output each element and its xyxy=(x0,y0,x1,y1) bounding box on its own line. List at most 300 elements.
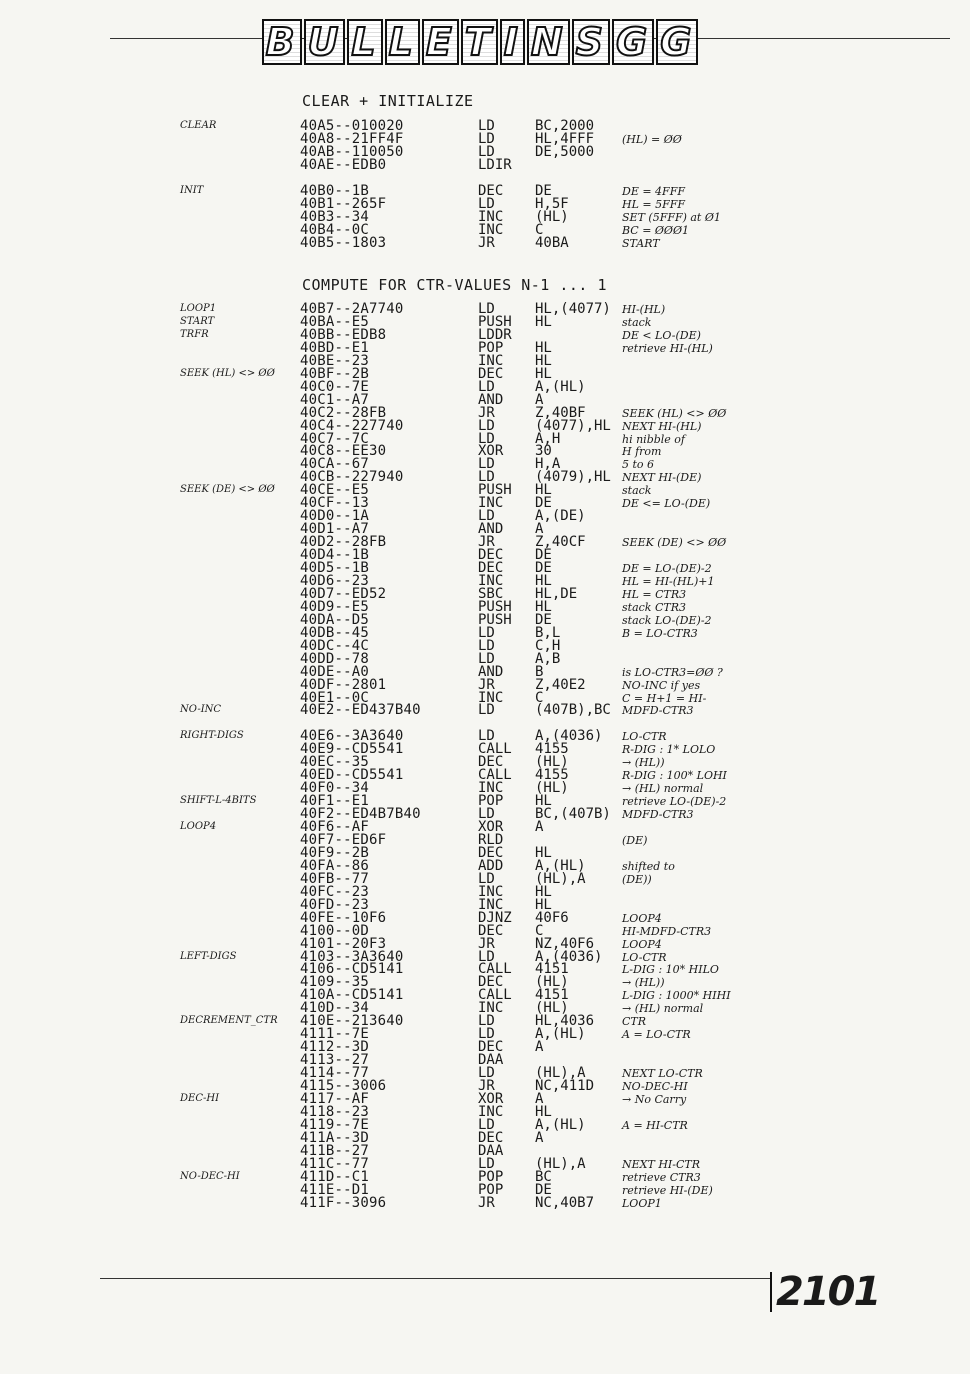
line-label: SHIFT-L-4BITS xyxy=(180,795,257,807)
line-mnemonic: LDDR xyxy=(478,326,512,343)
line-code: 40B4--0C xyxy=(300,221,370,238)
line-operand: Z,40E2 xyxy=(535,676,586,693)
line-operand: B xyxy=(535,663,544,680)
line-code: 410A--CD5141 xyxy=(300,987,404,1004)
line-mnemonic: XOR xyxy=(478,443,504,460)
listing-line xyxy=(0,704,970,717)
line-comment: LOOP4 xyxy=(622,937,662,951)
line-operand: HL,(4077) xyxy=(535,301,611,317)
line-mnemonic: DEC xyxy=(478,974,504,991)
line-comment: DE < LO-(DE) xyxy=(622,328,701,342)
line-comment: HI-(HL) xyxy=(622,303,666,316)
line-code: 40DE--A0 xyxy=(300,663,370,680)
line-code: 40B3--34 xyxy=(300,208,370,225)
line-code: 40FC--23 xyxy=(300,883,370,900)
line-mnemonic: DJNZ xyxy=(478,909,512,926)
line-code: 40C8--EE30 xyxy=(300,443,387,460)
line-comment: H from xyxy=(622,445,662,459)
line-mnemonic: LD xyxy=(478,806,495,823)
line-mnemonic: INC xyxy=(478,883,504,900)
line-mnemonic: INC xyxy=(478,352,504,369)
line-operand: DE xyxy=(535,1181,552,1198)
line-operand: A xyxy=(535,1129,544,1146)
line-mnemonic: POP xyxy=(478,1181,504,1198)
line-comment: stack xyxy=(622,315,652,329)
line-operand: HL xyxy=(535,572,552,589)
line-mnemonic: INC xyxy=(478,221,504,238)
line-code: 40FE--10F6 xyxy=(300,909,387,926)
line-mnemonic: LD xyxy=(478,1065,495,1082)
line-operand: (HL) xyxy=(535,754,569,771)
line-mnemonic: JR xyxy=(478,676,495,693)
line-operand: (4077),HL xyxy=(535,417,611,434)
line-comment: START xyxy=(622,236,660,250)
line-code: 40FB--77 xyxy=(300,870,370,887)
line-code: 40BA--E5 xyxy=(300,313,370,330)
line-mnemonic: DEC xyxy=(478,922,504,939)
line-mnemonic: CALL xyxy=(478,961,512,978)
line-operand: (HL),A xyxy=(535,1155,586,1172)
line-code: 40FD--23 xyxy=(300,896,370,913)
line-code: 40D9--E5 xyxy=(300,598,370,615)
line-mnemonic: PUSH xyxy=(478,313,512,330)
line-operand: B,L xyxy=(535,624,561,641)
line-comment: SEEK (HL) <> ØØ xyxy=(622,406,727,420)
line-code: 411D--C1 xyxy=(300,1168,370,1185)
line-comment: SET (5FFF) at Ø1 xyxy=(622,210,721,224)
line-mnemonic: DEC xyxy=(478,1129,504,1146)
line-comment: CTR xyxy=(622,1015,647,1029)
line-comment: R-DIG : 1* LOLO xyxy=(622,743,716,757)
line-operand: H,A xyxy=(535,456,561,473)
line-mnemonic: POP xyxy=(478,339,504,356)
line-comment: retrieve HI-(DE) xyxy=(622,1183,713,1197)
line-mnemonic: ADD xyxy=(478,857,504,874)
line-operand: DE,5000 xyxy=(535,143,595,160)
line-operand: DE xyxy=(535,560,552,576)
line-label: TRFR xyxy=(180,328,209,340)
bottom-rule xyxy=(100,1278,770,1279)
line-operand: DE xyxy=(535,182,552,199)
line-operand: HL xyxy=(535,1103,552,1120)
line-operand: A,(4036) xyxy=(535,728,603,745)
line-mnemonic: INC xyxy=(478,896,504,913)
line-label: NO-DEC-HI xyxy=(180,1170,240,1182)
line-operand: A,(DE) xyxy=(535,508,586,525)
line-operand: HL xyxy=(535,313,552,330)
line-mnemonic: SBC xyxy=(478,585,504,602)
line-code: 40F0--34 xyxy=(300,780,370,797)
line-operand: 40F6 xyxy=(535,909,569,926)
line-comment: R-DIG : 100* LOHI xyxy=(622,769,727,783)
line-code: 40BE--23 xyxy=(300,352,370,369)
line-code: 40BD--E1 xyxy=(300,339,370,356)
line-comment: (DE)) xyxy=(622,872,652,886)
line-mnemonic: DAA xyxy=(478,1142,504,1159)
line-code: 4109--35 xyxy=(300,974,370,991)
line-operand: DE xyxy=(535,611,552,628)
line-operand: (HL) xyxy=(535,780,569,797)
listing-line xyxy=(0,234,970,251)
line-mnemonic: LD xyxy=(478,702,495,719)
line-comment: 5 to 6 xyxy=(622,458,655,472)
line-comment: HL = 5FFF xyxy=(622,197,686,211)
line-comment: → No Carry xyxy=(622,1092,687,1106)
line-comment: NEXT HI-(HL) xyxy=(622,419,702,433)
line-comment: stack LO-(DE)-2 xyxy=(622,613,712,627)
line-code: 40A5--010020 xyxy=(300,118,404,134)
line-code: 40F7--ED6F xyxy=(300,831,387,848)
line-comment: DE = 4FFF xyxy=(622,184,685,198)
line-operand: H,5F xyxy=(535,195,569,212)
line-operand: (407B),BC xyxy=(535,702,611,719)
line-label: NO-INC xyxy=(180,704,222,716)
line-mnemonic: DEC xyxy=(478,844,504,861)
line-comment: NEXT HI-CTR xyxy=(622,1157,701,1171)
line-comment: BC = ØØØ1 xyxy=(622,223,689,237)
line-label: LEFT-DIGS xyxy=(180,950,237,962)
line-operand: 4155 xyxy=(535,767,569,784)
line-comment: retrieve HI-(HL) xyxy=(622,341,713,355)
line-code: 40FA--86 xyxy=(300,857,370,874)
line-code: 40F1--E1 xyxy=(300,793,370,810)
line-operand: HL xyxy=(535,365,552,382)
line-mnemonic: LD xyxy=(478,1155,495,1172)
line-comment: shifted to xyxy=(622,859,675,873)
line-code: 40BB--EDB8 xyxy=(300,326,387,343)
line-operand: HL,4036 xyxy=(535,1013,595,1030)
line-operand: A xyxy=(535,1039,544,1056)
line-label: SEEK (HL) <> ØØ xyxy=(180,367,275,379)
line-comment: → (HL) normal xyxy=(622,1002,704,1016)
line-mnemonic: LDIR xyxy=(478,156,512,173)
line-mnemonic: INC xyxy=(478,1000,504,1017)
section-heading-clear: CLEAR + INITIALIZE xyxy=(302,92,474,110)
line-code: 411E--D1 xyxy=(300,1181,370,1198)
line-mnemonic: AND xyxy=(478,521,504,538)
line-label: START xyxy=(180,315,215,327)
line-mnemonic: LD xyxy=(478,469,495,486)
line-code: 40D7--ED52 xyxy=(300,585,387,602)
line-code: 40AE--EDB0 xyxy=(300,156,387,173)
line-code: 4101--20F3 xyxy=(300,935,387,952)
line-code: 40B1--265F xyxy=(300,195,387,212)
line-code: 40C7--7C xyxy=(300,430,370,447)
line-mnemonic: JR xyxy=(478,534,495,551)
line-comment: NO-INC if yes xyxy=(622,678,701,692)
line-operand: A,(HL) xyxy=(535,1026,586,1043)
line-comment: HI-MDFD-CTR3 xyxy=(622,924,712,938)
line-operand: A,(HL) xyxy=(535,378,586,395)
line-operand: (HL) xyxy=(535,974,569,991)
line-comment: A = LO-CTR xyxy=(622,1028,691,1042)
line-code: 4106--CD5141 xyxy=(300,961,404,978)
line-code: 40EC--35 xyxy=(300,754,370,771)
line-code: 4119--7E xyxy=(300,1116,370,1133)
listing-line xyxy=(0,250,970,263)
line-comment: NEXT LO-CTR xyxy=(622,1067,703,1081)
line-comment: HL = HI-(HL)+1 xyxy=(622,574,715,588)
line-operand: 40BA xyxy=(535,234,569,251)
line-operand: HL xyxy=(535,339,552,356)
line-operand: A xyxy=(535,391,544,408)
line-comment: LO-CTR xyxy=(622,950,667,964)
line-comment: A = HI-CTR xyxy=(622,1118,688,1132)
line-code: 40E9--CD5541 xyxy=(300,741,404,758)
line-mnemonic: AND xyxy=(478,663,504,680)
line-code: 40B5--1803 xyxy=(300,234,387,251)
line-operand: A,(4036) xyxy=(535,948,603,965)
line-operand: 4155 xyxy=(535,741,569,758)
line-code: 410E--213640 xyxy=(300,1013,404,1030)
line-comment: DE = LO-(DE)-2 xyxy=(622,562,712,575)
line-operand: HL xyxy=(535,883,552,900)
line-mnemonic: INC xyxy=(478,572,504,589)
line-operand: C xyxy=(535,922,544,939)
line-comment: hi nibble of xyxy=(622,432,686,446)
line-mnemonic: PUSH xyxy=(478,598,512,615)
line-mnemonic: JR xyxy=(478,234,495,251)
line-comment: LOOP4 xyxy=(622,911,662,925)
line-operand: (4079),HL xyxy=(535,469,611,486)
line-operand: A,(HL) xyxy=(535,857,586,874)
line-code: 4113--27 xyxy=(300,1052,370,1069)
line-operand: Z,40BF xyxy=(535,404,586,421)
line-operand: BC xyxy=(535,1168,552,1185)
line-code: 40D4--1B xyxy=(300,547,370,564)
line-comment: stack xyxy=(622,484,652,498)
line-mnemonic: LD xyxy=(478,118,495,134)
line-comment: → (HL)) xyxy=(622,976,665,990)
line-code: 40F6--AF xyxy=(300,819,370,835)
line-label: RIGHT-DIGS xyxy=(180,730,244,742)
line-code: 411A--3D xyxy=(300,1129,370,1146)
line-comment: retrieve LO-(DE)-2 xyxy=(622,795,727,809)
line-code: 411F--3096 xyxy=(300,1194,387,1211)
line-code: 40AB--110050 xyxy=(300,143,404,160)
listing-line xyxy=(0,1194,970,1211)
line-mnemonic: JR xyxy=(478,935,495,952)
line-code: 40E2--ED437B40 xyxy=(300,702,421,719)
line-operand: DE xyxy=(535,495,552,512)
line-code: 40F2--ED4B7B40 xyxy=(300,806,421,823)
line-comment: is LO-CTR3=ØØ ? xyxy=(622,665,723,679)
section-heading-compute: COMPUTE FOR CTR-VALUES N-1 ... 1 xyxy=(302,276,607,294)
line-code: 40C2--28FB xyxy=(300,404,387,421)
line-mnemonic: LD xyxy=(478,456,495,473)
line-mnemonic: LD xyxy=(478,378,495,395)
line-code: 40D1--A7 xyxy=(300,521,370,538)
line-operand: DE xyxy=(535,547,552,564)
line-label: LOOP1 xyxy=(180,303,217,314)
line-comment: → (HL) normal xyxy=(622,782,704,796)
line-mnemonic: XOR xyxy=(478,819,504,835)
line-operand: BC,2000 xyxy=(535,118,595,134)
line-operand: A xyxy=(535,521,544,538)
line-operand: HL,DE xyxy=(535,585,578,602)
line-code: 410D--34 xyxy=(300,1000,370,1017)
line-mnemonic: LD xyxy=(478,130,495,147)
line-comment: L-DIG : 1000* HIHI xyxy=(622,989,731,1003)
line-operand: 30 xyxy=(535,443,552,460)
line-mnemonic: INC xyxy=(478,780,504,797)
line-code: 40E6--3A3640 xyxy=(300,728,404,745)
line-code: 411C--77 xyxy=(300,1155,370,1172)
line-mnemonic: LD xyxy=(478,870,495,887)
line-mnemonic: DEC xyxy=(478,754,504,771)
line-operand: (HL) xyxy=(535,1000,569,1017)
line-code: 40CE--E5 xyxy=(300,482,370,499)
line-mnemonic: LD xyxy=(478,637,495,654)
line-comment: retrieve CTR3 xyxy=(622,1170,701,1184)
line-comment: → (HL)) xyxy=(622,756,665,770)
line-code: 40CA--67 xyxy=(300,456,370,473)
line-operand: HL xyxy=(535,352,552,369)
line-mnemonic: LD xyxy=(478,508,495,525)
line-label: DECREMENT_CTR xyxy=(180,1015,278,1027)
line-label: INIT xyxy=(180,184,204,196)
line-mnemonic: INC xyxy=(478,689,504,706)
line-code: 40D6--23 xyxy=(300,572,370,589)
line-operand: HL,4FFF xyxy=(535,130,595,147)
line-mnemonic: JR xyxy=(478,404,495,421)
line-mnemonic: CALL xyxy=(478,987,512,1004)
line-comment: LOOP1 xyxy=(622,1196,662,1210)
line-comment: (HL) = ØØ xyxy=(622,132,682,146)
line-code: 40DA--D5 xyxy=(300,611,370,628)
line-mnemonic: CALL xyxy=(478,741,512,758)
line-code: 40CF--13 xyxy=(300,495,370,512)
line-code: 40E1--0C xyxy=(300,689,370,706)
listing-line xyxy=(0,262,970,275)
line-operand: (HL) xyxy=(535,208,569,225)
line-code: 40DF--2801 xyxy=(300,676,387,693)
line-code: 40C4--227740 xyxy=(300,417,404,434)
line-operand: NZ,40F6 xyxy=(535,935,595,952)
line-mnemonic: DEC xyxy=(478,560,504,576)
line-mnemonic: LD xyxy=(478,143,495,160)
line-code: 40DD--78 xyxy=(300,650,370,667)
line-mnemonic: DAA xyxy=(478,1052,504,1069)
line-mnemonic: LD xyxy=(478,417,495,434)
line-operand: A,B xyxy=(535,650,561,667)
line-code: 4112--3D xyxy=(300,1039,370,1056)
line-mnemonic: LD xyxy=(478,195,495,212)
line-mnemonic: JR xyxy=(478,1078,495,1094)
line-operand: A xyxy=(535,819,544,835)
line-mnemonic: LD xyxy=(478,728,495,745)
line-code: 40BF--2B xyxy=(300,365,370,382)
line-mnemonic: INC xyxy=(478,208,504,225)
line-code: 40F9--2B xyxy=(300,844,370,861)
line-label: LOOP4 xyxy=(180,821,217,832)
line-mnemonic: LD xyxy=(478,301,495,317)
line-mnemonic: INC xyxy=(478,495,504,512)
line-code: 40D2--28FB xyxy=(300,534,387,551)
line-code: 40CB--227940 xyxy=(300,469,404,486)
line-operand: BC,(407B) xyxy=(535,806,611,823)
line-operand: C xyxy=(535,221,544,238)
line-code: 40C0--7E xyxy=(300,378,370,395)
line-mnemonic: LD xyxy=(478,1026,495,1043)
line-mnemonic: XOR xyxy=(478,1090,504,1107)
line-mnemonic: LD xyxy=(478,1116,495,1133)
line-code: 40D0--1A xyxy=(300,508,370,525)
line-code: 4115--3006 xyxy=(300,1078,387,1094)
line-mnemonic: PUSH xyxy=(478,611,512,628)
line-operand: (HL),A xyxy=(535,870,586,887)
line-code: 40B7--2A7740 xyxy=(300,301,404,317)
line-operand: HL xyxy=(535,896,552,913)
line-mnemonic: JR xyxy=(478,1194,495,1211)
line-operand: (HL),A xyxy=(535,1065,586,1082)
listing-line xyxy=(0,156,970,173)
line-code: 4114--77 xyxy=(300,1065,370,1082)
line-code: 40DC--4C xyxy=(300,637,370,654)
line-comment: SEEK (DE) <> ØØ xyxy=(622,536,727,550)
line-comment: MDFD-CTR3 xyxy=(622,704,694,718)
line-mnemonic: LD xyxy=(478,1013,495,1030)
line-mnemonic: DEC xyxy=(478,547,504,564)
line-label: SEEK (DE) <> ØØ xyxy=(180,484,275,496)
line-operand: HL xyxy=(535,482,552,499)
masthead-logo: B U L L E T I N S G G xyxy=(340,18,620,66)
line-operand: Z,40CF xyxy=(535,534,586,551)
line-operand: NC,411D xyxy=(535,1078,595,1094)
line-code: 40D5--1B xyxy=(300,560,370,576)
page-number: 2101 xyxy=(770,1272,879,1312)
line-code: 40B0--1B xyxy=(300,182,370,199)
line-operand: A,(HL) xyxy=(535,1116,586,1133)
line-comment: HL = CTR3 xyxy=(622,587,687,601)
line-comment: L-DIG : 10* HILO xyxy=(622,963,719,977)
line-mnemonic: DEC xyxy=(478,182,504,199)
line-operand: A,H xyxy=(535,430,561,447)
line-comment: B = LO-CTR3 xyxy=(622,626,698,640)
line-operand: NC,40B7 xyxy=(535,1194,595,1211)
line-mnemonic: DEC xyxy=(478,365,504,382)
line-operand: HL xyxy=(535,598,552,615)
line-code: 40ED--CD5541 xyxy=(300,767,404,784)
line-label: CLEAR xyxy=(180,120,217,131)
line-operand: C xyxy=(535,689,544,706)
line-mnemonic: LD xyxy=(478,624,495,641)
line-code: 4111--7E xyxy=(300,1026,370,1043)
line-comment: LO-CTR xyxy=(622,730,667,744)
line-code: 40C1--A7 xyxy=(300,391,370,408)
line-mnemonic: AND xyxy=(478,391,504,408)
line-comment: MDFD-CTR3 xyxy=(622,808,694,822)
line-mnemonic: PUSH xyxy=(478,482,512,499)
line-mnemonic: LD xyxy=(478,650,495,667)
line-code: 4100--0D xyxy=(300,922,370,939)
line-code: 40DB--45 xyxy=(300,624,370,641)
line-operand: 4151 xyxy=(535,987,569,1004)
line-operand: C,H xyxy=(535,637,561,654)
line-code: 4103--3A3640 xyxy=(300,948,404,965)
line-operand: 4151 xyxy=(535,961,569,978)
line-comment: NEXT HI-(DE) xyxy=(622,471,702,485)
line-comment: stack CTR3 xyxy=(622,600,686,614)
line-comment: C = H+1 = HI- xyxy=(622,691,707,705)
line-mnemonic: LD xyxy=(478,948,495,965)
line-mnemonic: DEC xyxy=(478,1039,504,1056)
line-code: 4118--23 xyxy=(300,1103,370,1120)
line-operand: HL xyxy=(535,793,552,810)
line-comment: NO-DEC-HI xyxy=(622,1080,688,1093)
line-code: 4117--AF xyxy=(300,1090,370,1107)
line-comment: DE <= LO-(DE) xyxy=(622,497,711,511)
